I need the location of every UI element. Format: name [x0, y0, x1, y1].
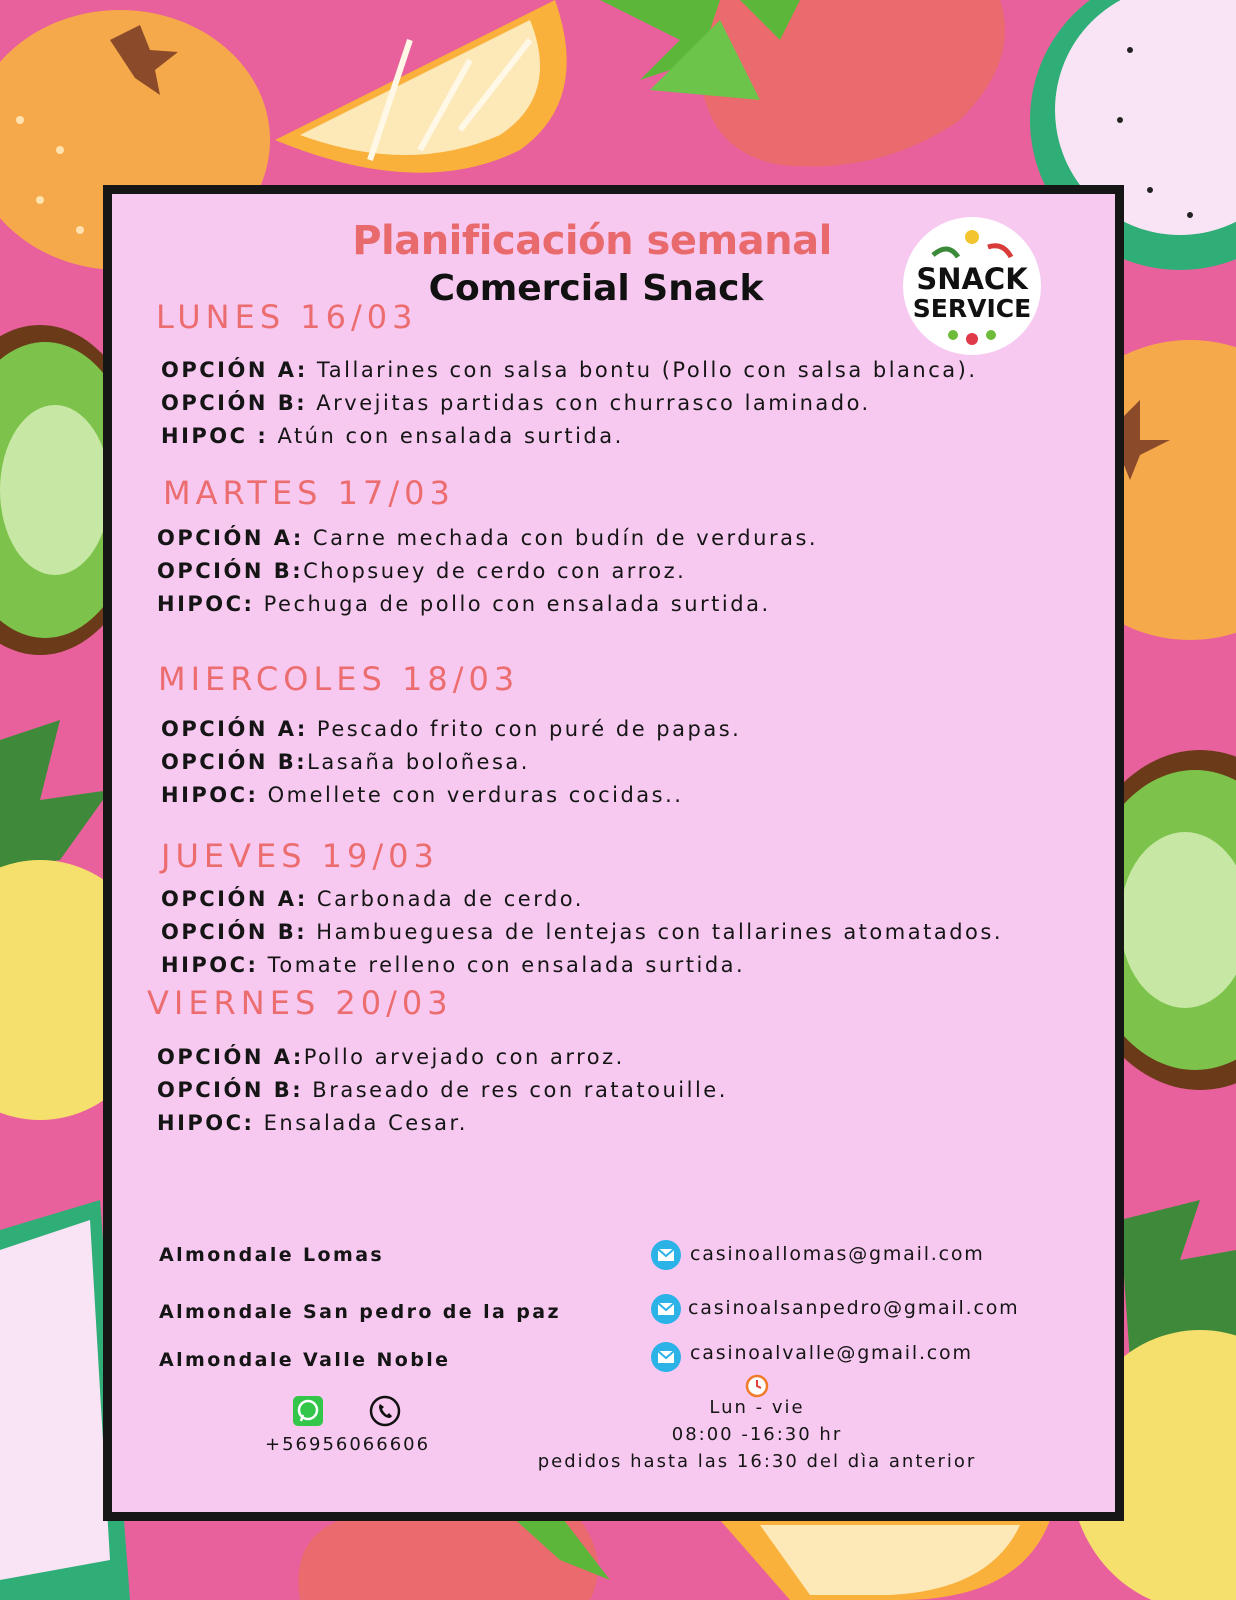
- email-icon: [650, 1341, 682, 1373]
- day-heading-martes: MARTES 17/03: [163, 474, 455, 512]
- whatsapp-icon[interactable]: [292, 1395, 324, 1427]
- meal-option-a: OPCIÓN A: Pescado frito con puré de papas.: [161, 717, 742, 741]
- hours-time: 08:00 -16:30 hr: [671, 1424, 843, 1445]
- meal-hipoc: HIPOC: Tomate relleno con ensalada surtida.: [161, 953, 746, 977]
- phone-number[interactable]: +56956066606: [265, 1434, 431, 1455]
- meal-option-b: OPCIÓN B: Hambueguesa de lentejas con tallarines atomatados.: [161, 920, 1003, 944]
- logo-text-line2: SERVICE: [912, 294, 1032, 323]
- strawberry-illustration-bottom: [298, 1515, 610, 1600]
- snack-service-logo: [903, 217, 1041, 355]
- meal-option-a: OPCIÓN A:Pollo arvejado con arroz.: [157, 1045, 625, 1069]
- strawberry-illustration-top: [600, 0, 1005, 167]
- day-heading-lunes: LUNES 16/03: [156, 298, 418, 336]
- meal-option-b: OPCIÓN B: Arvejitas partidas con churrasco laminado.: [161, 391, 871, 415]
- meal-option-b: OPCIÓN B:Lasaña boloñesa.: [161, 750, 530, 774]
- hours-order-note: pedidos hasta las 16:30 del dìa anterior: [537, 1451, 977, 1472]
- meal-option-a: OPCIÓN A: Carne mechada con budín de verduras.: [157, 526, 819, 550]
- day-heading-jueves: JUEVES 19/03: [161, 837, 439, 875]
- day-meals-miercoles: [161, 713, 741, 812]
- meal-hipoc: HIPOC : Atún con ensalada surtida.: [161, 424, 624, 448]
- meal-option-a: OPCIÓN A: Carbonada de cerdo.: [161, 887, 584, 911]
- email-link-san-pedro[interactable]: casinoalsanpedro@gmail.com: [688, 1297, 1020, 1319]
- business-hours: [507, 1394, 1007, 1475]
- lemon-slice-illustration-bottom: [720, 1520, 1050, 1600]
- hours-days: Lun - vie: [709, 1397, 805, 1418]
- day-meals-jueves: [161, 883, 1003, 982]
- location-san-pedro: Almondale San pedro de la paz: [159, 1301, 561, 1323]
- logo-text-line1: SNACK: [916, 262, 1028, 296]
- page-title: Planificación semanal: [352, 218, 832, 264]
- email-link-valle[interactable]: casinoalvalle@gmail.com: [690, 1342, 973, 1364]
- day-heading-miercoles: MIERCOLES 18/03: [158, 660, 520, 698]
- meal-option-b: OPCIÓN B: Braseado de res con ratatouille.: [157, 1078, 728, 1102]
- menu-card: [103, 185, 1124, 1521]
- day-heading-viernes: VIERNES 20/03: [147, 984, 453, 1022]
- lemon-slice-illustration-top: [275, 0, 567, 173]
- phone-icon[interactable]: [369, 1395, 401, 1427]
- meal-hipoc: HIPOC: Ensalada Cesar.: [157, 1111, 468, 1135]
- meal-hipoc: HIPOC: Pechuga de pollo con ensalada surtida.: [157, 592, 771, 616]
- location-lomas: Almondale Lomas: [159, 1244, 385, 1266]
- email-icon: [650, 1293, 682, 1325]
- meal-option-b: OPCIÓN B:Chopsuey de cerdo con arroz.: [157, 559, 687, 583]
- location-valle-noble: Almondale Valle Noble: [159, 1349, 451, 1371]
- meal-hipoc: HIPOC: Omellete con verduras cocidas..: [161, 783, 684, 807]
- email-link-lomas[interactable]: casinoallomas@gmail.com: [690, 1243, 985, 1265]
- page-subtitle: Comercial Snack: [428, 268, 764, 309]
- meal-option-a: OPCIÓN A: Tallarines con salsa bontu (Pollo con salsa blanca).: [161, 358, 978, 382]
- day-meals-viernes: [157, 1041, 728, 1140]
- day-meals-martes: [157, 522, 818, 621]
- day-meals-lunes: [161, 354, 978, 453]
- email-icon: [650, 1239, 682, 1271]
